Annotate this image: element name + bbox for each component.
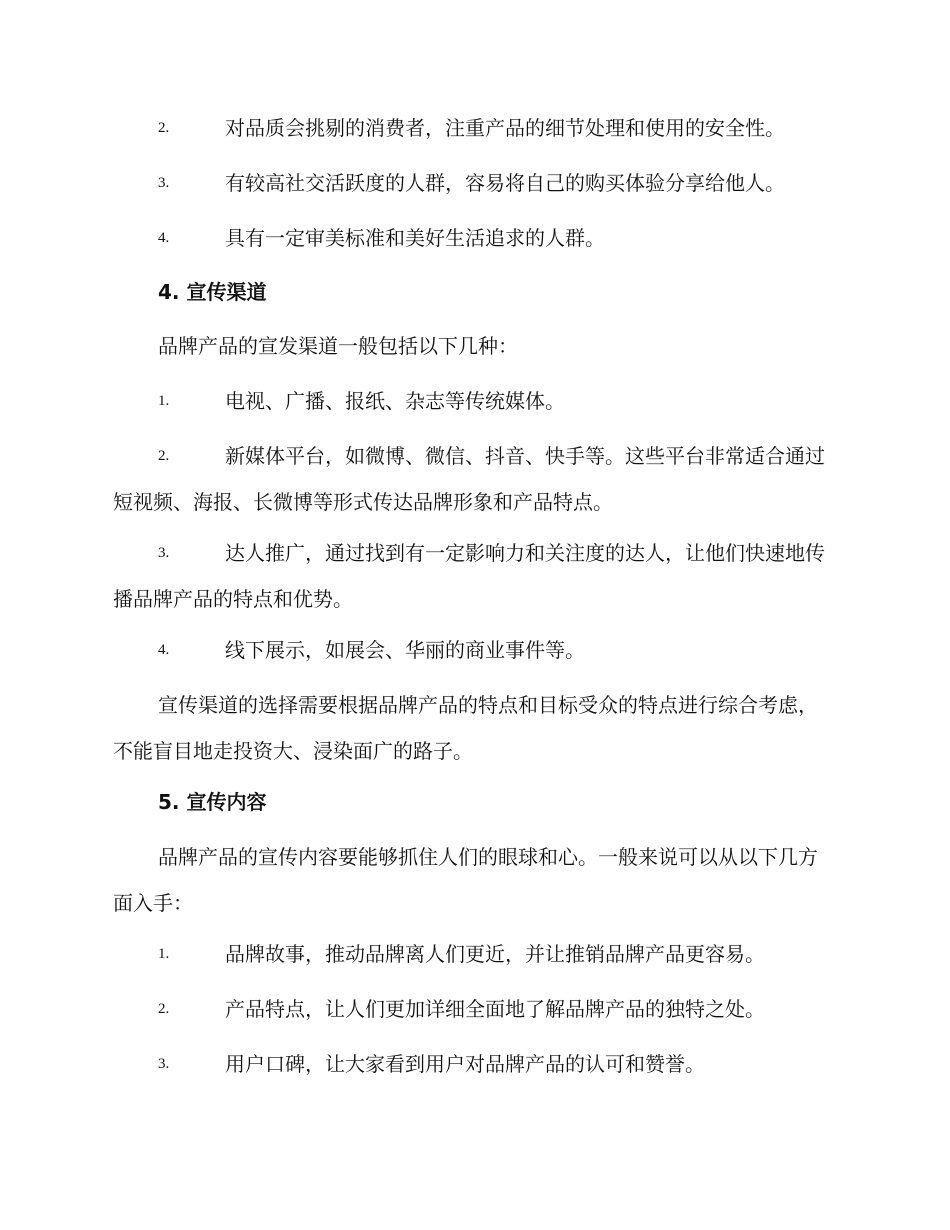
list-number: 2.: [158, 448, 170, 464]
section-heading: 4. 宣传渠道: [158, 280, 267, 304]
list-text: 产品特点，让人们更加详细全面地了解品牌产品的独特之处。: [225, 997, 765, 1021]
list-text: 品牌故事，推动品牌离人们更近，并让推销品牌产品更容易。: [225, 942, 765, 966]
list-item: [113, 378, 833, 424]
list-item: [113, 433, 833, 525]
list-number: 3.: [158, 175, 170, 191]
list-item: [113, 931, 833, 977]
list-number: 3.: [158, 545, 170, 561]
list-text: 线下展示，如展会、华丽的商业事件等。: [225, 638, 585, 662]
list-text: 具有一定审美标准和美好生活追求的人群。: [225, 226, 605, 250]
list-number: 2.: [158, 1001, 170, 1017]
list-item: [113, 986, 833, 1032]
list-item: [113, 627, 833, 673]
section-conclusion: 宣传渠道的选择需要根据品牌产品的特点和目标受众的特点进行综合考虑，不能盲目地走投资大、浸染面广的路子。: [113, 693, 818, 763]
section-intro: 品牌产品的宣传内容要能够抓住人们的眼球和心。一般来说可以从以下几方面入手：: [113, 845, 818, 915]
list-number: 1.: [158, 946, 170, 962]
section-heading: 5. 宣传内容: [158, 790, 267, 814]
list-text: 新媒体平台，如微博、微信、抖音、快手等。这些平台非常适合通过短视频、海报、长微博等形式传达品牌形象和产品特点。: [113, 444, 825, 514]
list-item: [113, 105, 833, 151]
section-intro: 品牌产品的宣发渠道一般包括以下几种：: [158, 334, 518, 358]
list-text: 用户口碑，让大家看到用户对品牌产品的认可和赞誉。: [225, 1052, 705, 1076]
list-text: 电视、广播、报纸、杂志等传统媒体。: [225, 389, 565, 413]
list-number: 1.: [158, 393, 170, 409]
list-text: 对品质会挑剔的消费者，注重产品的细节处理和使用的安全性。: [225, 116, 785, 140]
list-item: [113, 1041, 833, 1087]
list-number: 3.: [158, 1056, 170, 1072]
list-item: [113, 530, 833, 622]
list-number: 2.: [158, 120, 170, 136]
list-text: 有较高社交活跃度的人群，容易将自己的购买体验分享给他人。: [225, 171, 785, 195]
list-text: 达人推广，通过找到有一定影响力和关注度的达人，让他们快速地传播品牌产品的特点和优势。: [113, 541, 825, 611]
list-number: 4.: [158, 230, 170, 246]
list-number: 4.: [158, 642, 170, 658]
list-item: [113, 160, 833, 206]
list-item: [113, 215, 833, 261]
